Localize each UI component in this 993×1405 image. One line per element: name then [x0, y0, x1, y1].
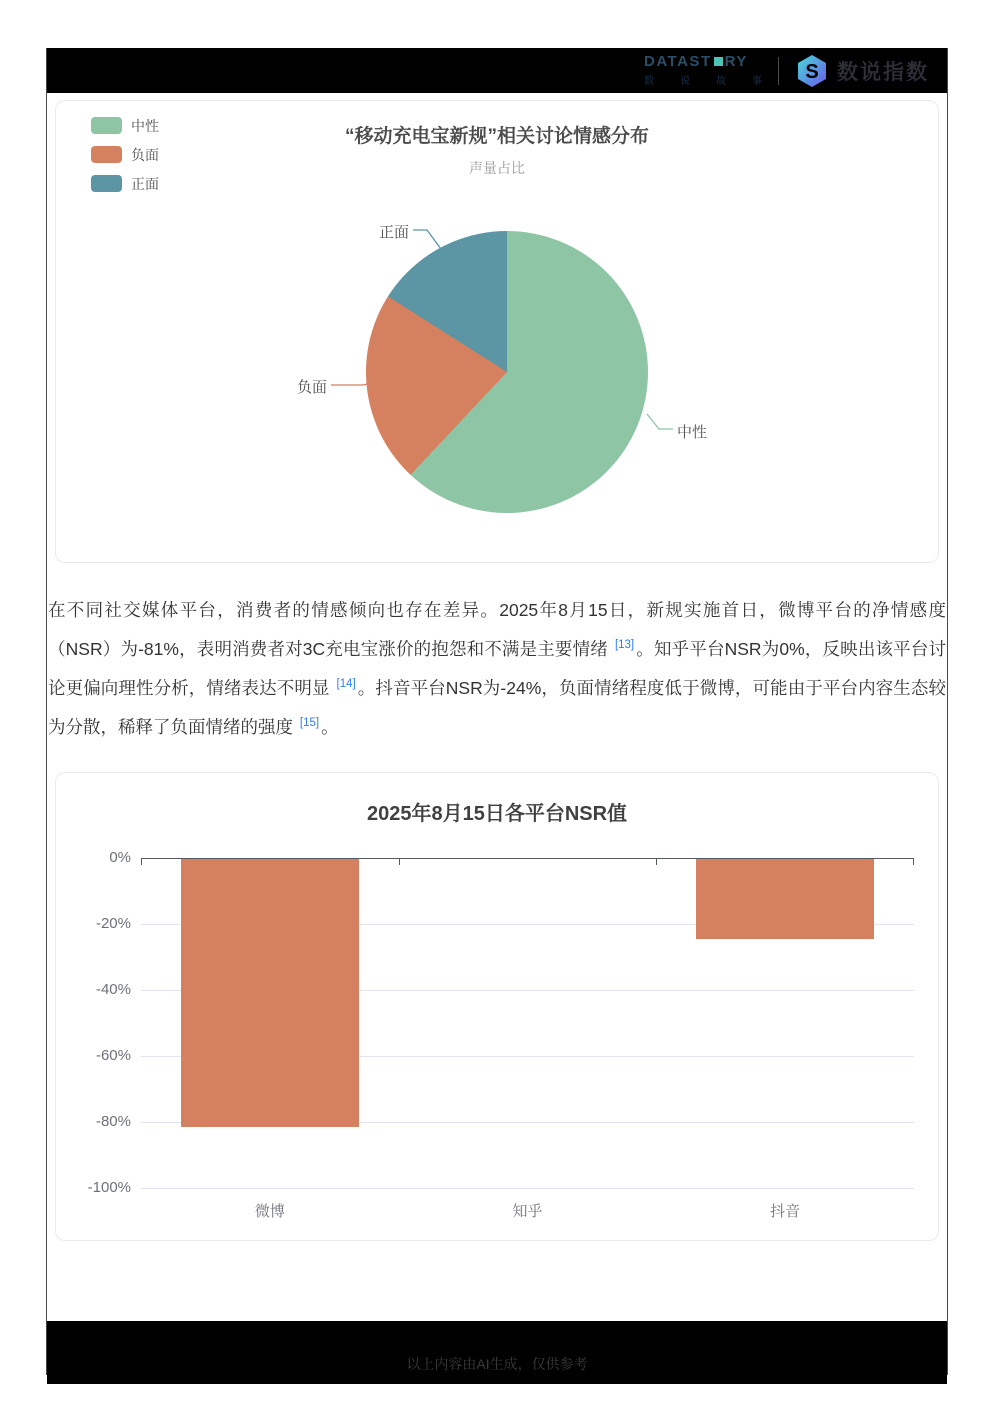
x-axis-category-label: 抖音: [770, 1203, 801, 1221]
wordmark-right: RY: [724, 53, 748, 70]
header-bar: [47, 48, 947, 93]
brand-cn-char: 事: [752, 76, 762, 87]
bar-plot-area: [141, 858, 914, 1221]
legend-item-negative[interactable]: [91, 146, 159, 163]
paragraph-text: 。抖音平台NSR为-24%，负面情绪程度低于微博，可能由于平台内容生态较为分散，稀释了负面情绪的强度: [48, 677, 946, 737]
hexagon-s-logo-icon: [795, 54, 829, 88]
paragraph-text: 在不同社交媒体平台，消费者的情感倾向也存在差异。2025年8月15日，新规实施首日，微博平台的净情感度（NSR）为-81%，表明消费者对3C充电宝涨价的抱怨和不满是主要情绪: [48, 600, 946, 659]
x-axis-tick: [656, 859, 657, 865]
brand-square-icon: [714, 57, 723, 66]
legend-item-neutral[interactable]: [91, 117, 159, 134]
legend-swatch-neutral: [91, 117, 122, 134]
x-axis-tick: [399, 859, 400, 865]
product-name: 数说指数: [837, 60, 929, 84]
citation-link[interactable]: [14]: [336, 677, 356, 690]
y-axis-tick-label: -60%: [95, 1047, 131, 1065]
legend-swatch-negative: [91, 146, 122, 163]
citation-link[interactable]: [13]: [614, 639, 635, 651]
bar-微博[interactable]: [181, 859, 359, 1126]
datastory-chinese-name: [644, 72, 762, 87]
pie-slice-label-neutral: 中性: [677, 424, 708, 441]
footer-bar: [47, 1321, 947, 1384]
brand-cn-char: 说: [680, 76, 690, 87]
pie-chart-title: “移动充电宝新规”相关讨论情感分布: [344, 126, 649, 147]
x-axis-tick: [141, 859, 142, 865]
analysis-paragraph: [47, 593, 947, 744]
svg-text:S: S: [805, 60, 819, 83]
legend-swatch-positive: [91, 175, 122, 192]
report-page: [46, 48, 948, 1375]
y-axis-tick-label: -100%: [87, 1179, 131, 1197]
legend-label-positive: 正面: [131, 175, 159, 192]
pie-chart[interactable]: [366, 231, 648, 513]
brand-cn-char: 数: [644, 76, 654, 87]
legend-label-negative: 负面: [131, 146, 159, 163]
pie-legend: [91, 117, 159, 204]
y-axis-tick-label: -80%: [95, 1113, 131, 1131]
y-axis-tick-label: 0%: [109, 849, 131, 867]
x-axis-tick: [913, 859, 914, 865]
header-separator: [778, 57, 779, 85]
pie-slice-label-positive: 正面: [379, 224, 410, 241]
pie-chart-subtitle: 声量占比: [469, 160, 525, 176]
bar-抖音[interactable]: [696, 859, 874, 938]
wordmark-left: DATAST: [644, 53, 712, 70]
ai-disclaimer-text: 以上内容由AI生成，仅供参考: [406, 1356, 588, 1373]
datastory-wordmark: [644, 54, 762, 69]
paragraph-text: 。: [321, 716, 339, 737]
legend-item-positive[interactable]: [91, 175, 159, 192]
brand-cn-char: 故: [716, 76, 726, 87]
gridline: [141, 1188, 914, 1189]
bar-chart-title: 2025年8月15日各平台NSR值: [366, 803, 628, 826]
legend-label-neutral: 中性: [131, 117, 159, 134]
nsr-bar-card: [55, 772, 939, 1241]
datastory-logo: [644, 54, 762, 87]
x-axis-category-label: 微博: [254, 1203, 285, 1221]
y-axis-tick-label: -40%: [95, 981, 131, 999]
pie-slice-label-negative: 负面: [297, 379, 328, 396]
paragraph-text: 。知乎平台NSR为0%，反映出该平台讨论更偏向理性分析，情绪表达不明显: [48, 638, 946, 698]
citation-link[interactable]: [15]: [299, 716, 320, 729]
y-axis: [56, 849, 131, 1197]
sentiment-pie-card: [55, 100, 939, 563]
x-axis-category-label: 知乎: [512, 1203, 543, 1221]
y-axis-tick-label: -20%: [95, 915, 131, 933]
